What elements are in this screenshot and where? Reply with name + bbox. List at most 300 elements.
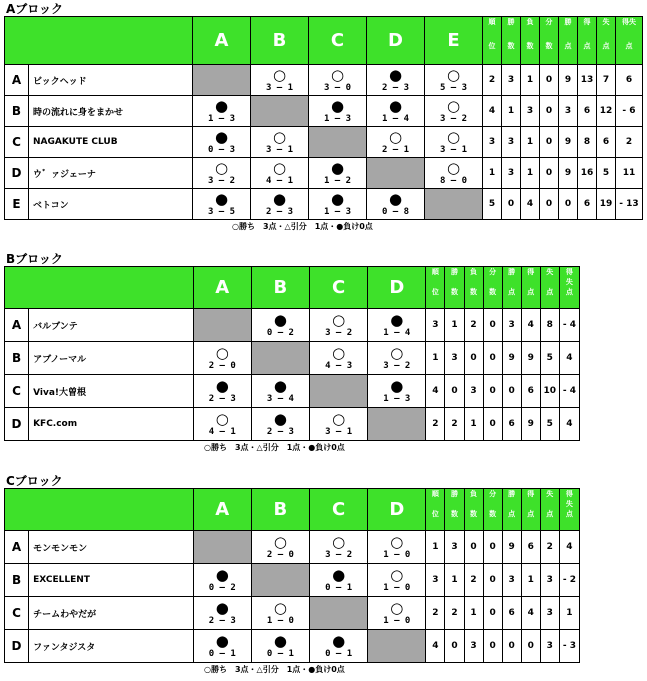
match-score: 3 — 2: [439, 113, 468, 124]
win-mark-icon: ○: [446, 65, 461, 84]
team-letter: C: [5, 597, 29, 630]
team-row: [5, 564, 580, 597]
stat-cell: 2: [445, 597, 464, 630]
match-result-cell: [310, 408, 368, 441]
match-result-cell: [193, 630, 251, 663]
header-row: [5, 17, 643, 65]
team-row: [5, 408, 580, 441]
stat-cell: 0: [540, 96, 559, 127]
match-score: 1 — 2: [323, 175, 352, 186]
match-score: 1 — 4: [381, 113, 410, 124]
match-result-cell: [425, 158, 483, 189]
win-mark-icon: ○: [446, 127, 461, 146]
stat-cell: 1: [483, 158, 502, 189]
stat-cell: 13: [578, 65, 597, 96]
loss-mark-icon: ●: [273, 409, 287, 428]
team-letter: B: [5, 342, 29, 375]
match-result-cell: [193, 408, 251, 441]
team-name: ファンタジスタ: [29, 630, 194, 663]
stat-cell: 1: [559, 597, 579, 630]
stat-cell: 2: [616, 127, 643, 158]
stat-cell: - 6: [616, 96, 643, 127]
win-mark-icon: ○: [332, 343, 346, 362]
block-title: Aブロック: [6, 2, 64, 16]
column-header: B: [251, 17, 309, 65]
match-score: 1 — 0: [383, 549, 411, 560]
stat-cell: 9: [502, 531, 521, 564]
self-match-cell: [193, 531, 251, 564]
stat-cell: 0: [540, 189, 559, 220]
match-score: 1 — 0: [383, 582, 411, 593]
column-header: A: [193, 17, 251, 65]
match-result-cell: [310, 564, 368, 597]
stat-cell: 0: [445, 375, 464, 408]
match-result-cell: [251, 597, 309, 630]
team-name: ビックヘッド: [29, 65, 193, 96]
stat-cell: 3: [540, 630, 559, 663]
stat-cell: 0: [464, 531, 483, 564]
match-result-cell: [251, 65, 309, 96]
league-table: [4, 266, 580, 441]
match-score: 3 — 5: [207, 206, 236, 217]
stat-cell: 3: [464, 630, 483, 663]
team-name: バルブンテ: [29, 309, 194, 342]
win-mark-icon: ○: [273, 598, 287, 617]
stat-header-goals-for: 得 点: [521, 267, 540, 309]
loss-mark-icon: ●: [330, 158, 345, 177]
stat-cell: 9: [521, 408, 540, 441]
loss-mark-icon: ●: [215, 598, 229, 617]
match-score: 0 — 1: [266, 648, 294, 659]
match-result-cell: [251, 309, 309, 342]
match-score: 3 — 1: [325, 426, 353, 437]
block-a: [4, 2, 643, 231]
self-match-cell: [193, 65, 251, 96]
stat-cell: 0: [464, 342, 483, 375]
win-mark-icon: ○: [215, 343, 229, 362]
self-match-cell: [251, 96, 309, 127]
stat-header-draws: 分 数: [483, 489, 502, 531]
match-result-cell: [425, 127, 483, 158]
team-letter: A: [5, 531, 29, 564]
legend: ○勝ち 3点・△引分 1点・●負け0点: [204, 665, 345, 674]
stat-cell: 4: [559, 408, 579, 441]
match-result-cell: [368, 309, 426, 342]
loss-mark-icon: ●: [388, 65, 403, 84]
stat-header-wins: 勝 数: [445, 267, 464, 309]
team-row: [5, 96, 643, 127]
win-mark-icon: ○: [272, 158, 287, 177]
self-match-cell: [193, 309, 251, 342]
match-score: 0 — 1: [208, 648, 236, 659]
match-score: 3 — 1: [265, 82, 294, 93]
stat-cell: - 2: [559, 564, 579, 597]
match-result-cell: [368, 375, 426, 408]
stat-cell: 6: [521, 375, 540, 408]
team-name: EXCELLENT: [29, 564, 194, 597]
loss-mark-icon: ●: [273, 376, 287, 395]
stat-header-points: 勝 点: [502, 267, 521, 309]
team-row: [5, 375, 580, 408]
stat-cell: 4: [521, 597, 540, 630]
stat-cell: 0: [540, 158, 559, 189]
stat-cell: 3: [502, 65, 521, 96]
stat-cell: 1: [464, 408, 483, 441]
stat-cell: 0: [502, 189, 521, 220]
win-mark-icon: ○: [388, 127, 403, 146]
match-result-cell: [309, 65, 367, 96]
self-match-cell: [368, 408, 426, 441]
match-score: 1 — 3: [323, 113, 352, 124]
stat-cell: 10: [540, 375, 559, 408]
loss-mark-icon: ●: [215, 376, 229, 395]
stat-cell: 5: [540, 342, 559, 375]
stat-header-losses: 負 数: [464, 489, 483, 531]
self-match-cell: [310, 375, 368, 408]
stat-cell: 3: [502, 309, 521, 342]
stat-cell: 2: [426, 597, 445, 630]
match-result-cell: [251, 408, 309, 441]
match-result-cell: [425, 65, 483, 96]
team-name: ウ゛ァジェーナ: [29, 158, 193, 189]
column-header: B: [251, 267, 309, 309]
team-name: チームわやだが: [29, 597, 194, 630]
stat-cell: 0: [483, 630, 502, 663]
loss-mark-icon: ●: [388, 96, 403, 115]
match-score: 2 — 0: [208, 360, 236, 371]
stat-header-losses: 負 数: [464, 267, 483, 309]
loss-mark-icon: ●: [214, 127, 229, 146]
stat-header-goals-for: 得 点: [578, 17, 597, 65]
loss-mark-icon: ●: [215, 631, 229, 650]
team-letter: E: [5, 189, 29, 220]
match-score: 3 — 1: [265, 144, 294, 155]
match-result-cell: [310, 342, 368, 375]
match-score: 0 — 8: [381, 206, 410, 217]
column-header: C: [310, 489, 368, 531]
stat-cell: 2: [483, 65, 502, 96]
match-result-cell: [368, 342, 426, 375]
win-mark-icon: ○: [215, 409, 229, 428]
header-row: [5, 489, 580, 531]
stat-cell: 3: [445, 531, 464, 564]
match-score: 1 — 0: [266, 615, 294, 626]
stat-cell: 1: [502, 96, 521, 127]
stat-cell: 3: [559, 96, 578, 127]
stat-cell: 8: [540, 309, 559, 342]
column-header: D: [368, 489, 426, 531]
stat-header-goals-against: 失 点: [540, 489, 559, 531]
stat-header-goals-against: 失 点: [540, 267, 559, 309]
loss-mark-icon: ●: [214, 96, 229, 115]
match-result-cell: [309, 96, 367, 127]
stat-cell: 0: [540, 65, 559, 96]
stat-cell: 19: [597, 189, 616, 220]
stat-cell: 0: [445, 630, 464, 663]
stat-cell: 0: [483, 597, 502, 630]
team-row: [5, 630, 580, 663]
stat-cell: 4: [483, 96, 502, 127]
match-score: 3 — 0: [323, 82, 352, 93]
loss-mark-icon: ●: [388, 189, 403, 208]
stat-header-goal-diff: 得 失 点: [559, 267, 579, 309]
match-result-cell: [310, 531, 368, 564]
stat-cell: 2: [426, 408, 445, 441]
match-result-cell: [310, 630, 368, 663]
team-letter: C: [5, 375, 29, 408]
header-corner: [5, 17, 193, 65]
self-match-cell: [251, 564, 309, 597]
stat-cell: 2: [540, 531, 559, 564]
team-row: [5, 189, 643, 220]
loss-mark-icon: ●: [330, 96, 345, 115]
win-mark-icon: ○: [332, 409, 346, 428]
match-score: 0 — 1: [325, 648, 353, 659]
stat-cell: 6: [578, 96, 597, 127]
column-header: A: [193, 267, 251, 309]
stat-cell: 1: [521, 65, 540, 96]
match-result-cell: [193, 597, 251, 630]
win-mark-icon: ○: [446, 158, 461, 177]
stat-header-wins: 勝 数: [502, 17, 521, 65]
match-score: 0 — 3: [207, 144, 236, 155]
stat-cell: 1: [521, 158, 540, 189]
match-score: 3 — 2: [325, 327, 353, 338]
stat-cell: 0: [483, 375, 502, 408]
team-row: [5, 597, 580, 630]
stat-header-goals-against: 失 点: [597, 17, 616, 65]
match-score: 2 — 3: [265, 206, 294, 217]
match-result-cell: [309, 189, 367, 220]
stat-cell: 0: [483, 309, 502, 342]
stat-cell: 9: [502, 342, 521, 375]
match-result-cell: [367, 189, 425, 220]
match-score: 1 — 4: [383, 327, 411, 338]
team-letter: A: [5, 309, 29, 342]
stat-cell: 12: [597, 96, 616, 127]
match-score: 2 — 3: [208, 393, 236, 404]
league-table: [4, 488, 580, 663]
stat-cell: 3: [502, 158, 521, 189]
stat-header-draws: 分 数: [540, 17, 559, 65]
league-table: [4, 16, 643, 220]
self-match-cell: [368, 630, 426, 663]
column-header: B: [251, 489, 309, 531]
self-match-cell: [251, 342, 309, 375]
match-score: 2 — 3: [266, 426, 294, 437]
team-name: ベトコン: [29, 189, 193, 220]
match-score: 3 — 2: [207, 175, 236, 186]
stat-header-rank: 順 位: [483, 17, 502, 65]
win-mark-icon: ○: [273, 532, 287, 551]
match-result-cell: [251, 158, 309, 189]
match-score: 4 — 3: [325, 360, 353, 371]
stat-cell: 0: [559, 189, 578, 220]
match-score: 1 — 3: [383, 393, 411, 404]
stat-cell: 1: [445, 309, 464, 342]
header-corner: [5, 267, 194, 309]
team-name: Viva!大曽根: [29, 375, 194, 408]
stat-cell: 0: [483, 564, 502, 597]
win-mark-icon: ○: [390, 532, 404, 551]
match-score: 3 — 4: [266, 393, 294, 404]
column-header: C: [310, 267, 368, 309]
match-score: 3 — 2: [383, 360, 411, 371]
stat-cell: 9: [559, 65, 578, 96]
stat-cell: 1: [521, 564, 540, 597]
block-c: [4, 474, 580, 674]
team-letter: B: [5, 564, 29, 597]
match-result-cell: [367, 127, 425, 158]
win-mark-icon: ○: [332, 310, 346, 329]
block-title: Cブロック: [6, 474, 63, 488]
stat-cell: 0: [521, 630, 540, 663]
match-result-cell: [251, 189, 309, 220]
match-score: 1 — 3: [323, 206, 352, 217]
loss-mark-icon: ●: [390, 310, 404, 329]
stat-cell: 2: [464, 309, 483, 342]
stat-cell: 3: [483, 127, 502, 158]
block-title: Bブロック: [6, 252, 63, 266]
win-mark-icon: ○: [332, 532, 346, 551]
stat-cell: 4: [521, 189, 540, 220]
stat-cell: 1: [521, 127, 540, 158]
legend: ○勝ち 3点・△引分 1点・●負け0点: [204, 443, 345, 452]
stat-cell: 3: [521, 96, 540, 127]
loss-mark-icon: ●: [330, 189, 345, 208]
match-result-cell: [425, 96, 483, 127]
stat-cell: 0: [483, 531, 502, 564]
loss-mark-icon: ●: [273, 310, 287, 329]
match-result-cell: [368, 564, 426, 597]
stat-cell: 3: [502, 564, 521, 597]
stat-cell: 6: [502, 408, 521, 441]
stat-cell: 3: [502, 127, 521, 158]
win-mark-icon: ○: [390, 343, 404, 362]
match-result-cell: [193, 96, 251, 127]
match-result-cell: [368, 597, 426, 630]
match-result-cell: [193, 564, 251, 597]
stat-cell: 4: [559, 342, 579, 375]
team-row: [5, 127, 643, 158]
stat-header-rank: 順 位: [426, 267, 445, 309]
stat-cell: 0: [502, 375, 521, 408]
stat-cell: 9: [559, 158, 578, 189]
match-score: 3 — 2: [325, 549, 353, 560]
stat-cell: 6: [578, 189, 597, 220]
stat-cell: 0: [483, 342, 502, 375]
loss-mark-icon: ●: [272, 189, 287, 208]
match-score: 2 — 1: [381, 144, 410, 155]
match-score: 0 — 2: [266, 327, 294, 338]
stat-header-goal-diff: 得失 点: [616, 17, 643, 65]
win-mark-icon: ○: [390, 565, 404, 584]
stat-cell: - 4: [559, 309, 579, 342]
team-letter: D: [5, 158, 29, 189]
match-score: 2 — 0: [266, 549, 294, 560]
match-result-cell: [251, 127, 309, 158]
stat-cell: 4: [521, 309, 540, 342]
match-result-cell: [251, 375, 309, 408]
stat-cell: - 13: [616, 189, 643, 220]
stat-header-draws: 分 数: [483, 267, 502, 309]
stat-cell: 1: [445, 564, 464, 597]
loss-mark-icon: ●: [332, 631, 346, 650]
stat-cell: 2: [445, 408, 464, 441]
match-result-cell: [367, 65, 425, 96]
stat-cell: 7: [597, 65, 616, 96]
legend: ○勝ち 3点・△引分 1点・●負け0点: [232, 222, 373, 231]
match-result-cell: [309, 158, 367, 189]
stat-cell: - 4: [559, 375, 579, 408]
stat-cell: 5: [483, 189, 502, 220]
stat-cell: 3: [464, 375, 483, 408]
stat-cell: 3: [445, 342, 464, 375]
stat-cell: 0: [502, 630, 521, 663]
stat-cell: 3: [426, 309, 445, 342]
stat-cell: - 3: [559, 630, 579, 663]
match-result-cell: [193, 127, 251, 158]
loss-mark-icon: ●: [215, 565, 229, 584]
header-row: [5, 267, 580, 309]
stat-cell: 1: [464, 597, 483, 630]
team-row: [5, 342, 580, 375]
stat-cell: 1: [426, 531, 445, 564]
match-score: 8 — 0: [439, 175, 468, 186]
match-result-cell: [251, 531, 309, 564]
match-score: 1 — 0: [383, 615, 411, 626]
self-match-cell: [425, 189, 483, 220]
win-mark-icon: ○: [446, 96, 461, 115]
stat-cell: 4: [559, 531, 579, 564]
match-result-cell: [310, 309, 368, 342]
stat-cell: 3: [540, 564, 559, 597]
win-mark-icon: ○: [272, 65, 287, 84]
team-letter: A: [5, 65, 29, 96]
stat-cell: 4: [426, 375, 445, 408]
stat-cell: 6: [616, 65, 643, 96]
match-score: 2 — 3: [381, 82, 410, 93]
team-letter: C: [5, 127, 29, 158]
match-score: 1 — 3: [207, 113, 236, 124]
stat-cell: 4: [426, 630, 445, 663]
match-score: 0 — 2: [208, 582, 236, 593]
match-score: 2 — 3: [208, 615, 236, 626]
team-letter: D: [5, 630, 29, 663]
team-name: モンモンモン: [29, 531, 194, 564]
stat-header-rank: 順 位: [426, 489, 445, 531]
match-result-cell: [193, 375, 251, 408]
match-score: 3 — 1: [439, 144, 468, 155]
column-header: E: [425, 17, 483, 65]
team-row: [5, 65, 643, 96]
match-score: 4 — 1: [265, 175, 294, 186]
self-match-cell: [309, 127, 367, 158]
column-header: D: [367, 17, 425, 65]
team-letter: D: [5, 408, 29, 441]
team-name: アブノーマル: [29, 342, 194, 375]
stat-cell: 0: [483, 408, 502, 441]
loss-mark-icon: ●: [214, 189, 229, 208]
stat-cell: 16: [578, 158, 597, 189]
stat-cell: 11: [616, 158, 643, 189]
team-letter: B: [5, 96, 29, 127]
stat-header-goals-for: 得 点: [521, 489, 540, 531]
stat-cell: 5: [540, 408, 559, 441]
column-header: C: [309, 17, 367, 65]
loss-mark-icon: ●: [390, 376, 404, 395]
stat-cell: 0: [540, 127, 559, 158]
